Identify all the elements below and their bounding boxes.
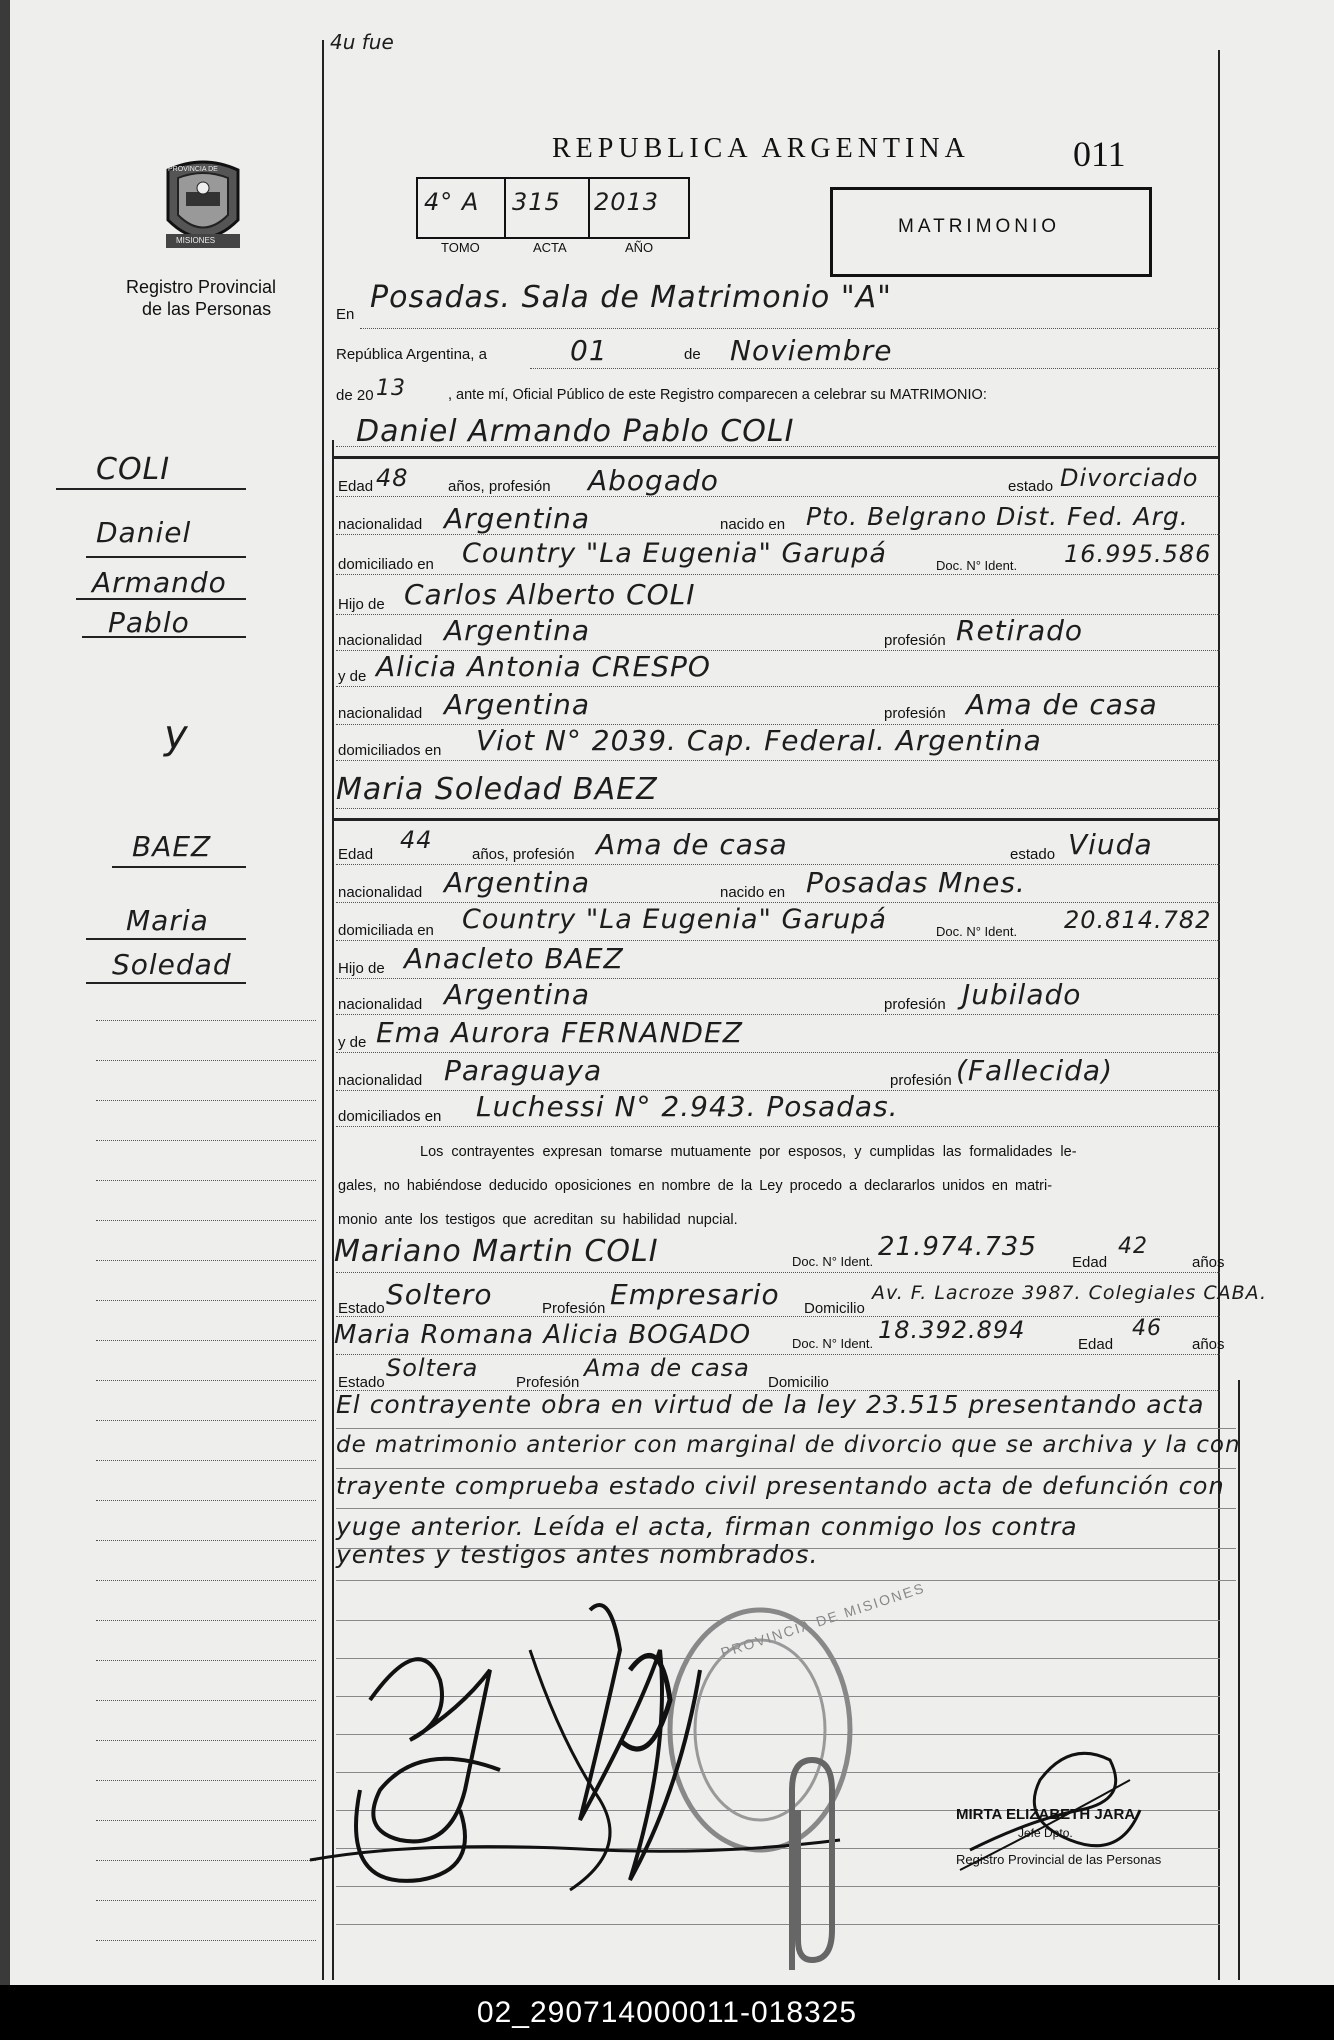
bride-parents-dom-label: domiciliados en	[338, 1108, 442, 1125]
groom-nacionalidad-label: nacionalidad	[338, 516, 423, 533]
groom-mother: Alicia Antonia CRESPO	[376, 650, 711, 683]
seal-top-text: PROVINCIA DE	[168, 166, 218, 173]
margin-ruled-line	[96, 1580, 316, 1581]
notes-line-3: trayente comprueba estado civil presentando acta de defunción con	[336, 1472, 1225, 1500]
margin-ruled-line	[96, 1660, 316, 1661]
notes-line-1: El contrayente obra en virtud de la ley 23.515 presentando acta	[336, 1390, 1205, 1419]
margin-ruled-line	[96, 1500, 316, 1501]
tomo-label: TOMO	[441, 240, 480, 255]
bride-mother-nac-label: nacionalidad	[338, 1072, 423, 1089]
bride-estado-label: estado	[1010, 846, 1056, 863]
witness2-profesion-label: Profesión	[516, 1374, 580, 1391]
margin-ruled-line	[96, 1780, 316, 1781]
notes-rule-2	[336, 1468, 1236, 1469]
province-seal-icon	[158, 160, 248, 260]
groom-mother-nac: Argentina	[444, 688, 591, 721]
margin-ruled-line	[96, 1340, 316, 1341]
groom-domicilio-label: domiciliado en	[338, 556, 434, 573]
acta-value: 315	[512, 188, 561, 216]
groom-mother-prof: Ama de casa	[966, 688, 1158, 721]
witness2-anios-label: años	[1192, 1336, 1225, 1353]
witness2-estado: Soltera	[386, 1354, 479, 1382]
anio-label: AÑO	[625, 240, 654, 255]
bride-y-de-label: y de	[338, 1034, 367, 1051]
groom-parents-dom-label: domiciliados en	[338, 742, 442, 759]
groom-father-prof: Retirado	[956, 614, 1084, 647]
right-margin-rule-2	[1238, 1380, 1240, 1980]
groom-doc: 16.995.586	[1064, 540, 1212, 568]
witness1-edad: 42	[1118, 1234, 1148, 1259]
bride-doc-label: Doc. N° Ident.	[936, 924, 1018, 939]
registry-name-line2: de las Personas	[142, 299, 272, 319]
bride-parents-dom: Luchessi N° 2.943. Posadas.	[476, 1090, 899, 1123]
notes-line-5: yentes y testigos antes nombrados.	[336, 1540, 819, 1569]
right-margin-rule	[1218, 50, 1220, 1980]
margin-ruled-line	[96, 1100, 316, 1101]
registrar-office: Registro Provincial de las Personas	[956, 1852, 1162, 1867]
witness1-domicilio: Av. F. Lacroze 3987. Colegiales CABA.	[872, 1282, 1268, 1304]
cell-divider	[416, 237, 690, 239]
margin-ruled-line	[96, 1180, 316, 1181]
groom-father: Carlos Alberto COLI	[404, 578, 696, 611]
bride-profesion: Ama de casa	[596, 828, 788, 861]
bride-line-6	[336, 1052, 1220, 1053]
tomo-value: 4° A	[424, 188, 480, 216]
margin-ruled-line	[96, 1220, 316, 1221]
bride-full-name: Maria Soledad BAEZ	[336, 772, 658, 807]
witness2-doc-label: Doc. N° Ident.	[792, 1336, 874, 1351]
witness1-edad-label: Edad	[1072, 1254, 1108, 1271]
page-edge-shadow	[0, 0, 10, 1985]
notes-rule-3	[336, 1508, 1236, 1509]
bride-father: Anacleto BAEZ	[404, 942, 624, 975]
groom-estado: Divorciado	[1060, 464, 1199, 492]
margin-bride-given-1: Maria	[126, 904, 209, 937]
groom-profesion: Abogado	[588, 464, 719, 497]
margin-ruled-line	[96, 1740, 316, 1741]
groom-father-nac: Argentina	[444, 614, 591, 647]
groom-hijo-label: Hijo de	[338, 596, 385, 613]
document-id-footer: 02_290714000011-018325	[0, 1985, 1334, 2040]
witness2-edad: 46	[1132, 1316, 1162, 1341]
witness2-domicilio-label: Domicilio	[768, 1374, 829, 1391]
bride-father-nac: Argentina	[444, 978, 591, 1011]
year-prefix: de 20	[336, 387, 374, 404]
record-type-label: MATRIMONIO	[898, 216, 1061, 237]
witness1-profesion-label: Profesión	[542, 1300, 606, 1317]
bride-mother-nac: Paraguaya	[444, 1054, 603, 1087]
margin-rule-4	[82, 636, 246, 638]
groom-edad: 48	[376, 464, 409, 492]
bride-line-2	[336, 902, 1220, 903]
marriage-day: 01	[570, 334, 608, 367]
margin-rule-3	[76, 598, 246, 600]
witness1-doc-label: Doc. N° Ident.	[792, 1254, 874, 1269]
groom-line-8	[336, 760, 1220, 761]
folio-number: 011	[1073, 134, 1126, 174]
marriage-place: Posadas. Sala de Matrimonio "A"	[370, 280, 892, 315]
margin-groom-given-1: Daniel	[96, 516, 192, 549]
witness1-profesion: Empresario	[610, 1278, 780, 1311]
bride-father-nac-label: nacionalidad	[338, 996, 423, 1013]
margin-ruled-line	[96, 1020, 316, 1021]
bride-domicilio: Country "La Eugenia" Garupá	[462, 904, 887, 935]
bride-mother-prof-label: profesión	[890, 1072, 952, 1089]
margin-ruled-line	[96, 1300, 316, 1301]
corner-initials: 4u fue	[330, 30, 394, 54]
groom-parents-dom: Viot N° 2039. Cap. Federal. Argentina	[476, 724, 1042, 757]
groom-full-name: Daniel Armando Pablo COLI	[356, 414, 795, 449]
groom-mother-prof-label: profesión	[884, 705, 946, 722]
bride-nacido: Posadas Mnes.	[806, 866, 1026, 899]
margin-groom-given-2: Armando	[92, 566, 227, 599]
notes-line-4: yuge anterior. Leída el acta, firman conmigo los contra	[336, 1512, 1078, 1541]
groom-y-de-label: y de	[338, 668, 367, 685]
margin-rule-1	[56, 488, 246, 490]
notes-line-2: de matrimonio anterior con marginal de divorcio que se archiva y la con	[336, 1432, 1241, 1458]
groom-line-2	[336, 534, 1220, 535]
bride-domicilio-label: domiciliada en	[338, 922, 434, 939]
margin-ruled-line	[96, 1540, 316, 1541]
bride-mother: Ema Aurora FERNANDEZ	[376, 1016, 743, 1049]
seal-ring-text: PROVINCIA DE MISIONES	[718, 1579, 928, 1661]
groom-section-rule	[334, 456, 1220, 459]
witness1-name: Mariano Martin COLI	[334, 1234, 659, 1269]
ante-text: , ante mí, Oficial Público de este Registro comparecen a celebrar su MATRIMONIO:	[448, 387, 987, 403]
bride-doc: 20.814.782	[1064, 906, 1212, 934]
registry-name-line1: Registro Provincial	[126, 277, 277, 297]
groom-nacido: Pto. Belgrano Dist. Fed. Arg.	[806, 502, 1189, 531]
groom-line-1	[336, 496, 1220, 497]
bride-nacionalidad-label: nacionalidad	[338, 884, 423, 901]
marriage-month: Noviembre	[730, 334, 893, 367]
witness1-domicilio-label: Domicilio	[804, 1300, 865, 1317]
groom-profesion-label: años, profesión	[448, 478, 551, 495]
acta-label: ACTA	[533, 240, 567, 255]
bride-name-line	[336, 808, 1220, 809]
registrar-name: MIRTA ELIZABETH JARA	[956, 1806, 1136, 1823]
margin-bride-given-2: Soledad	[112, 948, 232, 981]
notes-rule-1	[336, 1428, 1236, 1429]
intro-line-1	[360, 328, 1220, 329]
bride-line-5	[336, 1014, 1220, 1015]
bride-line-8	[336, 1126, 1220, 1127]
groom-father-prof-label: profesión	[884, 632, 946, 649]
margin-rule-6	[86, 938, 246, 940]
witness2-edad-label: Edad	[1078, 1336, 1114, 1353]
margin-ruled-line	[96, 1140, 316, 1141]
groom-doc-label: Doc. N° Ident.	[936, 558, 1018, 573]
margin-bride-surname: BAEZ	[132, 830, 212, 863]
margin-ruled-line	[96, 1420, 316, 1421]
margin-rule-7	[86, 982, 246, 984]
margin-ruled-line	[96, 1700, 316, 1701]
registrar-role: Jefe Dpto.	[1018, 1826, 1073, 1840]
groom-nacido-label: nacido en	[720, 516, 786, 533]
groom-nacionalidad: Argentina	[444, 502, 591, 535]
margin-groom-surname: COLI	[96, 452, 171, 487]
witness2-doc: 18.392.894	[878, 1316, 1026, 1344]
margin-ruled-line	[96, 1820, 316, 1821]
de-label: de	[684, 346, 701, 363]
formal-text-line-2: gales, no habiéndose deducido oposiciones en nombre de la Ley procedo a declararlos unidos en matri-	[338, 1178, 1053, 1194]
marriage-year: 13	[376, 376, 406, 401]
margin-rule-2	[86, 556, 246, 558]
bride-mother-prof: (Fallecida)	[956, 1054, 1114, 1087]
witness1-estado-label: Estado	[338, 1300, 385, 1317]
groom-line-3	[336, 574, 1220, 575]
margin-ruled-line	[96, 1860, 316, 1861]
groom-domicilio: Country "La Eugenia" Garupá	[462, 538, 887, 569]
groom-mother-nac-label: nacionalidad	[338, 705, 423, 722]
bride-father-prof-label: profesión	[884, 996, 946, 1013]
margin-ruled-line	[96, 1380, 316, 1381]
groom-estado-label: estado	[1008, 478, 1054, 495]
anio-value: 2013	[594, 188, 660, 216]
formal-text-line-1: Los contrayentes expresan tomarse mutuamente por esposos, y cumplidas las formalidades le-	[420, 1144, 1077, 1160]
margin-ruled-line	[96, 1260, 316, 1261]
bride-estado: Viuda	[1068, 828, 1153, 861]
groom-edad-label: Edad	[338, 478, 374, 495]
bride-nacionalidad: Argentina	[444, 866, 591, 899]
witness1-line-1	[336, 1272, 1220, 1273]
witness2-name: Maria Romana Alicia BOGADO	[334, 1320, 752, 1350]
formal-text-line-3: monio ante los testigos que acreditan su habilidad nupcial.	[338, 1212, 738, 1228]
bride-profesion-label: años, profesión	[472, 846, 575, 863]
en-label: En	[336, 306, 355, 323]
notes-rule-5	[336, 1580, 1236, 1581]
margin-rule-5	[112, 866, 246, 868]
margin-ruled-line	[96, 1900, 316, 1901]
margin-ruled-line	[96, 1620, 316, 1621]
witness1-doc: 21.974.735	[878, 1232, 1037, 1262]
bride-line-1	[336, 864, 1220, 865]
witness2-profesion: Ama de casa	[584, 1354, 750, 1382]
bride-father-prof: Jubilado	[962, 978, 1082, 1011]
margin-ruled-line	[96, 1940, 316, 1941]
bride-hijo-label: Hijo de	[338, 960, 385, 977]
witness1-anios-label: años	[1192, 1254, 1225, 1271]
bride-section-rule	[334, 818, 1220, 821]
republica-label: República Argentina, a	[336, 346, 487, 363]
groom-line-6	[336, 686, 1220, 687]
country-title: REPUBLICA ARGENTINA	[552, 133, 970, 164]
paper-clip-icon	[762, 1750, 852, 1980]
bride-nacido-label: nacido en	[720, 884, 786, 901]
witness2-estado-label: Estado	[338, 1374, 385, 1391]
witness1-line-2	[336, 1316, 1220, 1317]
bride-edad-label: Edad	[338, 846, 374, 863]
seal-bottom-text: MISIONES	[176, 236, 216, 245]
groom-name-line	[336, 446, 1216, 447]
margin-ruled-line	[96, 1060, 316, 1061]
intro-line-2	[530, 368, 1220, 369]
margin-ruled-line	[96, 1460, 316, 1461]
margin-groom-given-3: Pablo	[108, 606, 190, 639]
bride-edad: 44	[400, 826, 433, 854]
groom-father-nac-label: nacionalidad	[338, 632, 423, 649]
margin-and: y	[164, 712, 189, 758]
witness1-estado: Soltero	[386, 1278, 493, 1311]
bride-line-3	[336, 940, 1220, 941]
